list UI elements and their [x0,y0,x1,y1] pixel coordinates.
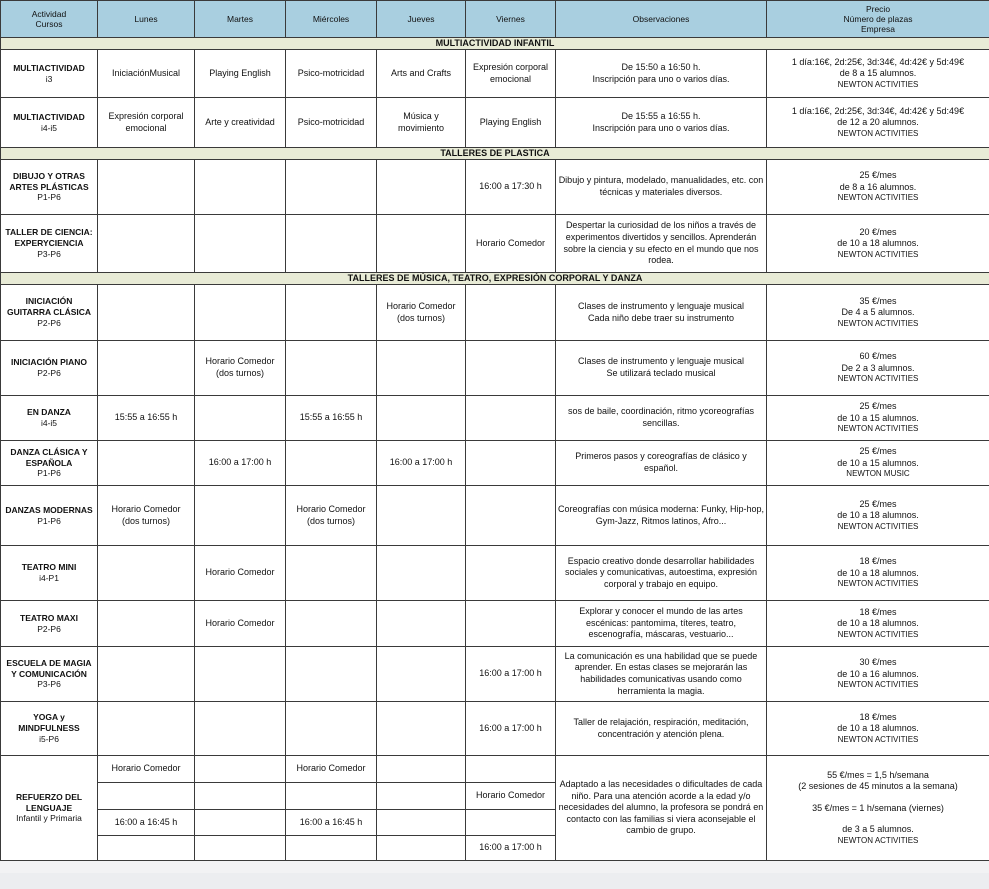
cell-miercoles: 15:55 a 16:55 h [286,396,377,441]
header-lunes: Lunes [98,1,195,38]
cell-jueves [377,341,466,396]
cell-lunes: Horario Comedor [98,756,195,783]
cell-precio: 18 €/mes de 10 a 18 alumnos. NEWTON ACTIVITIES [767,601,989,647]
cell-viernes: 16:00 a 17:00 h [466,702,556,756]
bottom-bar [0,873,989,889]
cell-observaciones: Taller de relajación, respiración, meditación, concentración y atención plena. [556,702,767,756]
cell-jueves: Música y movimiento [377,98,466,148]
cell-observaciones: Despertar la curiosidad de los niños a través de experimentos divertidos y sencillos. Aprenderán sobre la ciencia y su efecto en el mundo que nos rodea. [556,215,767,273]
cell-observaciones: De 15:55 a 16:55 h. Inscripción para uno o varios días. [556,98,767,148]
cell-observaciones: Clases de instrumento y lenguaje musical Cada niño debe traer su instrumento [556,285,767,341]
cell-jueves [377,546,466,601]
header-martes: Martes [195,1,286,38]
activity-name: DANZA CLÁSICA Y ESPAÑOLA P1-P6 [1,441,98,486]
cell-viernes: Horario Comedor [466,783,556,810]
cell-miercoles [286,160,377,215]
cell-martes: 16:00 a 17:00 h [195,441,286,486]
cell-jueves [377,756,466,783]
table-row [1,215,989,273]
cell-lunes [98,783,195,810]
cell-miercoles: 16:00 a 16:45 h [286,810,377,836]
activity-name: TEATRO MAXI P2-P6 [1,601,98,647]
cell-observaciones: Adaptado a las necesidades o dificultades de cada niño. Para una atención acorde a la edad y/o necesidades del alumno, la profesora se pondrá en contacto con las familias si viera aconsejable el cambio de grupo. [556,756,767,861]
cell-precio: 1 día:16€, 2d:25€, 3d:34€, 4d:42€ y 5d:49€ de 12 a 20 alumnos. NEWTON ACTIVITIES [767,98,989,148]
cell-jueves [377,783,466,810]
cell-lunes [98,702,195,756]
cell-lunes [98,160,195,215]
cell-miercoles: Horario Comedor [286,756,377,783]
cell-martes: Playing English [195,50,286,98]
cell-miercoles [286,601,377,647]
cell-jueves [377,396,466,441]
cell-martes [195,756,286,783]
table-row [1,546,989,601]
cell-lunes: IniciaciónMusical [98,50,195,98]
activity-name: ESCUELA DE MAGIA Y COMUNICACIÓN P3-P6 [1,647,98,702]
table-row [1,441,989,486]
table-row [1,341,989,396]
cell-miercoles [286,441,377,486]
cell-observaciones: La comunicación es una habilidad que se puede aprender. En estas clases se mejorarán las habilidades comunicativas usando como herramienta la magia. [556,647,767,702]
cell-jueves: Horario Comedor (dos turnos) [377,285,466,341]
cell-lunes [98,441,195,486]
cell-jueves [377,702,466,756]
cell-viernes [466,601,556,647]
cell-martes [195,160,286,215]
activity-name: YOGA y MINDFULNESS i5-P6 [1,702,98,756]
cell-miercoles [286,546,377,601]
activity-name: INICIACIÓN GUITARRA CLÁSICA P2-P6 [1,285,98,341]
cell-lunes [98,341,195,396]
activity-name: EN DANZA i4-i5 [1,396,98,441]
cell-precio: 18 €/mes de 10 a 18 alumnos. NEWTON ACTIVITIES [767,546,989,601]
section-plastica: TALLERES DE PLASTICA [1,148,989,160]
cell-lunes [98,215,195,273]
cell-viernes: 16:00 a 17:00 h [466,647,556,702]
cell-jueves [377,810,466,836]
activity-name: MULTIACTIVIDAD i3 [1,50,98,98]
cell-viernes [466,486,556,546]
cell-lunes [98,647,195,702]
cell-jueves [377,215,466,273]
cell-martes [195,836,286,861]
table-row [1,160,989,215]
cell-precio: 20 €/mes de 10 a 18 alumnos. NEWTON ACTIVITIES [767,215,989,273]
cell-lunes: 15:55 a 16:55 h [98,396,195,441]
cell-viernes [466,810,556,836]
table-row [1,486,989,546]
cell-precio: 35 €/mes De 4 a 5 alumnos. NEWTON ACTIVITIES [767,285,989,341]
cell-jueves: 16:00 a 17:00 h [377,441,466,486]
cell-viernes [466,756,556,783]
activity-name: INICIACIÓN PIANO P2-P6 [1,341,98,396]
cell-miercoles [286,647,377,702]
cell-precio: 60 €/mes De 2 a 3 alumnos. NEWTON ACTIVITIES [767,341,989,396]
cell-martes: Horario Comedor [195,601,286,647]
header-observaciones: Observaciones [556,1,767,38]
cell-observaciones: Clases de instrumento y lenguaje musical Se utilizará teclado musical [556,341,767,396]
cell-viernes [466,396,556,441]
table-row [1,98,989,148]
cell-viernes: 16:00 a 17:00 h [466,836,556,861]
cell-viernes: Horario Comedor [466,215,556,273]
cell-martes [195,647,286,702]
cell-viernes [466,441,556,486]
section-multiactividad: MULTIACTIVIDAD INFANTIL [1,38,989,50]
cell-viernes [466,546,556,601]
cell-martes [195,215,286,273]
cell-jueves [377,160,466,215]
cell-miercoles [286,285,377,341]
cell-lunes [98,836,195,861]
cell-jueves [377,836,466,861]
cell-martes [195,486,286,546]
cell-martes [195,396,286,441]
cell-miercoles [286,783,377,810]
cell-observaciones: Espacio creativo donde desarrollar habilidades sociales y comunicativas, autoestima, expresión corporal y trabajo en equipo. [556,546,767,601]
table-row [1,601,989,647]
header-viernes: Viernes [466,1,556,38]
table-row [1,285,989,341]
cell-lunes: Horario Comedor (dos turnos) [98,486,195,546]
cell-martes [195,810,286,836]
activity-name: DANZAS MODERNAS P1-P6 [1,486,98,546]
cell-martes: Arte y creatividad [195,98,286,148]
cell-viernes [466,285,556,341]
cell-jueves [377,647,466,702]
table-row [1,756,989,783]
cell-martes [195,783,286,810]
cell-viernes: Expresión corporal emocional [466,50,556,98]
cell-viernes: Playing English [466,98,556,148]
cell-lunes: 16:00 a 16:45 h [98,810,195,836]
cell-martes: Horario Comedor [195,546,286,601]
header-actividad: Actividad Cursos [1,1,98,38]
table-row [1,702,989,756]
cell-martes: Horario Comedor (dos turnos) [195,341,286,396]
cell-lunes [98,601,195,647]
cell-precio: 25 €/mes de 8 a 16 alumnos. NEWTON ACTIVITIES [767,160,989,215]
cell-miercoles: Horario Comedor (dos turnos) [286,486,377,546]
cell-lunes: Expresión corporal emocional [98,98,195,148]
table-row [1,396,989,441]
cell-miercoles [286,836,377,861]
cell-miercoles: Psico-motricidad [286,50,377,98]
cell-observaciones: Primeros pasos y coreografías de clásico y español. [556,441,767,486]
cell-precio: 1 día:16€, 2d:25€, 3d:34€, 4d:42€ y 5d:49€ de 8 a 15 alumnos. NEWTON ACTIVITIES [767,50,989,98]
table-row [1,647,989,702]
activity-name: TALLER DE CIENCIA: EXPERYCIENCIA P3-P6 [1,215,98,273]
cell-miercoles: Psico-motricidad [286,98,377,148]
header-row [1,1,989,38]
cell-viernes [466,341,556,396]
cell-observaciones: Coreografías con música moderna: Funky, Hip-hop, Gym-Jazz, Ritmos latinos, Afro... [556,486,767,546]
section-musica: TALLERES DE MÚSICA, TEATRO, EXPRESIÓN CORPORAL Y DANZA [1,273,989,285]
cell-precio: 30 €/mes de 10 a 16 alumnos. NEWTON ACTIVITIES [767,647,989,702]
cell-precio: 25 €/mes de 10 a 15 alumnos. NEWTON MUSIC [767,441,989,486]
cell-observaciones: Explorar y conocer el mundo de las artes escénicas: pantomima, títeres, teatro, escenografía, máscaras, vestuario... [556,601,767,647]
cell-observaciones: De 15:50 a 16:50 h. Inscripción para uno o varios días. [556,50,767,98]
cell-martes [195,285,286,341]
cell-precio: 25 €/mes de 10 a 15 alumnos. NEWTON ACTIVITIES [767,396,989,441]
cell-observaciones: sos de baile, coordinación, ritmo ycoreografías sencillas. [556,396,767,441]
header-miercoles: Miércoles [286,1,377,38]
cell-observaciones: Dibujo y pintura, modelado, manualidades, etc. con técnicas y materiales diversos. [556,160,767,215]
cell-viernes: 16:00 a 17:30 h [466,160,556,215]
cell-miercoles [286,341,377,396]
cell-jueves: Arts and Crafts [377,50,466,98]
cell-precio: 18 €/mes de 10 a 18 alumnos. NEWTON ACTIVITIES [767,702,989,756]
table-row [1,50,989,98]
cell-jueves [377,601,466,647]
cell-precio: 25 €/mes de 10 a 18 alumnos. NEWTON ACTIVITIES [767,486,989,546]
cell-miercoles [286,702,377,756]
activity-name: REFUERZO DEL LENGUAJE Infantil y Primaria [1,756,98,861]
cell-martes [195,702,286,756]
activity-name: DIBUJO Y OTRAS ARTES PLÁSTICAS P1-P6 [1,160,98,215]
cell-miercoles [286,215,377,273]
activity-name: TEATRO MINI i4-P1 [1,546,98,601]
activity-name: MULTIACTIVIDAD i4-i5 [1,98,98,148]
cell-lunes [98,546,195,601]
cell-jueves [377,486,466,546]
header-precio: Precio Número de plazas Empresa [767,1,989,38]
cell-lunes [98,285,195,341]
cell-precio: 55 €/mes = 1,5 h/semana (2 sesiones de 45 minutos a la semana) 35 €/mes = 1 h/semana (viernes) de 3 a 5 alumnos. NEWTON ACTIVITIES [767,756,989,861]
header-jueves: Jueves [377,1,466,38]
